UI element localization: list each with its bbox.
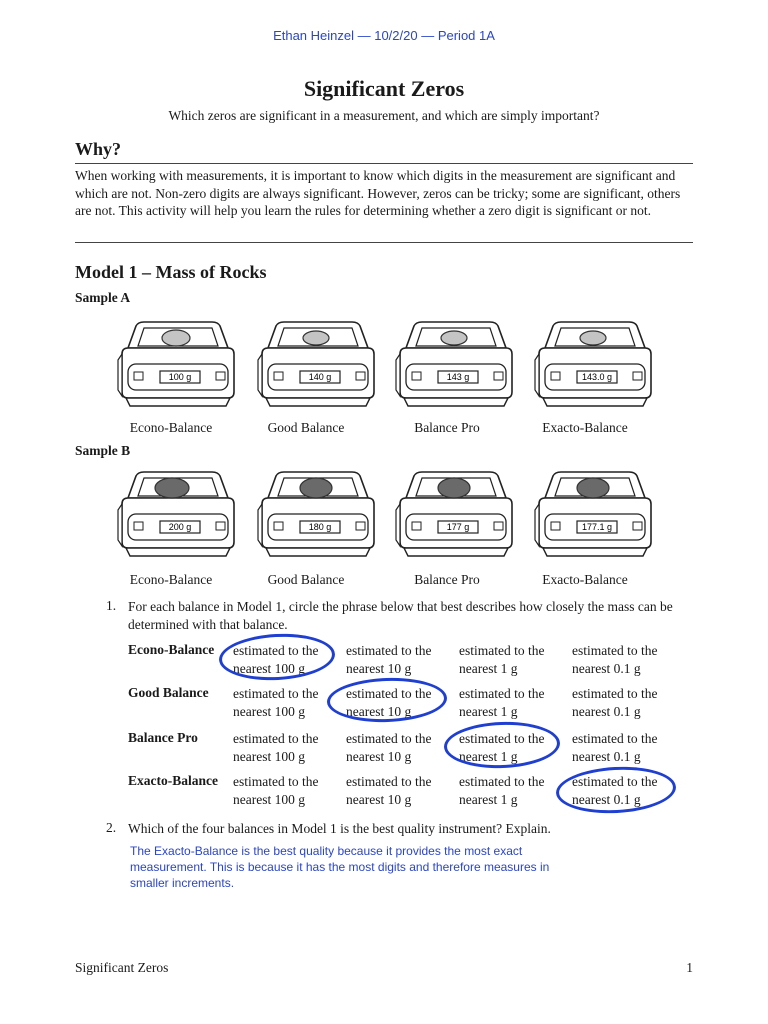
question-1-number: 1. bbox=[106, 598, 117, 613]
sample-b-label: Sample B bbox=[75, 443, 131, 458]
balance-label: Econo-Balance bbox=[129, 572, 213, 587]
scale-reading: 143.0 g bbox=[581, 372, 613, 382]
question-2-number: 2. bbox=[106, 820, 117, 835]
choice-option[interactable]: estimated to the nearest 100 g bbox=[233, 774, 319, 807]
choice-row-balance: Exacto-Balance bbox=[128, 773, 218, 788]
page-subtitle: Which zeros are significant in a measurement, and which are simply important? bbox=[168, 108, 600, 123]
choice-option[interactable]: estimated to the nearest 0.1 g bbox=[572, 686, 658, 719]
why-top-rule bbox=[75, 163, 693, 164]
balance-scale-icon bbox=[254, 318, 379, 410]
page-title: Significant Zeros bbox=[303, 76, 465, 101]
balance-label: Econo-Balance bbox=[129, 420, 213, 435]
page-number: 1 bbox=[686, 960, 693, 975]
balance-label: Balance Pro bbox=[414, 572, 480, 587]
scale-reading: 200 g bbox=[168, 522, 192, 532]
choice-option[interactable]: estimated to the nearest 1 g bbox=[459, 643, 545, 676]
scale-reading: 177.1 g bbox=[581, 522, 613, 532]
balance-scale-icon bbox=[254, 468, 379, 560]
balance-label: Balance Pro bbox=[414, 420, 480, 435]
sample-a-label: Sample A bbox=[75, 290, 131, 305]
scale-reading: 100 g bbox=[168, 372, 192, 382]
why-heading: Why? bbox=[75, 139, 122, 159]
model-heading: Model 1 – Mass of Rocks bbox=[75, 262, 267, 282]
choice-option[interactable]: estimated to the nearest 0.1 g bbox=[572, 643, 658, 676]
why-bottom-rule bbox=[75, 242, 693, 243]
scale-reading: 180 g bbox=[308, 522, 332, 532]
choice-option[interactable]: estimated to the nearest 1 g bbox=[459, 774, 545, 807]
choice-option[interactable]: estimated to the nearest 10 g bbox=[346, 774, 432, 807]
scale-reading: 143 g bbox=[446, 372, 470, 382]
scale-reading: 177 g bbox=[446, 522, 470, 532]
balance-scale-icon bbox=[114, 318, 239, 410]
balance-label: Good Balance bbox=[267, 572, 345, 587]
question-2-text: Which of the four balances in Model 1 is the best quality instrument? Explain. bbox=[128, 821, 551, 836]
balance-label: Good Balance bbox=[267, 420, 345, 435]
choice-row-balance: Good Balance bbox=[128, 685, 209, 700]
choice-option[interactable]: estimated to the nearest 0.1 g bbox=[572, 731, 658, 764]
choice-option[interactable]: estimated to the nearest 10 g bbox=[346, 731, 432, 764]
choice-option[interactable]: estimated to the nearest 1 g bbox=[459, 731, 545, 764]
choice-option[interactable]: estimated to the nearest 10 g bbox=[346, 643, 432, 676]
choice-row-balance: Balance Pro bbox=[128, 730, 198, 745]
choice-option[interactable]: estimated to the nearest 100 g bbox=[233, 686, 319, 719]
balance-scale-icon bbox=[114, 468, 239, 560]
scale-reading: 140 g bbox=[308, 372, 332, 382]
choice-option[interactable]: estimated to the nearest 100 g bbox=[233, 731, 319, 764]
balance-scale-icon bbox=[531, 318, 656, 410]
balance-label: Exacto-Balance bbox=[542, 420, 628, 435]
choice-option[interactable]: estimated to the nearest 1 g bbox=[459, 686, 545, 719]
balance-scale-icon bbox=[531, 468, 656, 560]
question-1-text: For each balance in Model 1, circle the phrase below that best describes how closely the mass can be determined with that balance. bbox=[128, 599, 673, 632]
choice-option[interactable]: estimated to the nearest 100 g bbox=[233, 643, 319, 676]
student-header: Ethan Heinzel — 10/2/20 — Period 1A bbox=[273, 28, 495, 43]
question-2-answer[interactable]: The Exacto-Balance is the best quality because it provides the most exact measurement. This is because it has the most digits and therefore measures in smaller increments. bbox=[130, 844, 550, 890]
choice-option[interactable]: estimated to the nearest 0.1 g bbox=[572, 774, 658, 807]
choice-row-balance: Econo-Balance bbox=[128, 642, 215, 657]
balance-label: Exacto-Balance bbox=[542, 572, 628, 587]
footer-title: Significant Zeros bbox=[75, 960, 169, 975]
choice-option[interactable]: estimated to the nearest 10 g bbox=[346, 686, 432, 719]
why-body: When working with measurements, it is important to know which digits in the measurement are significant and which are not. Non-zero digits are always significant. However, zeros can be tricky; some are significant, others are not. This activity will help you learn the rules for determining whether a zero digit is significant or not. bbox=[75, 168, 681, 218]
balance-scale-icon bbox=[392, 318, 517, 410]
balance-scale-icon bbox=[392, 468, 517, 560]
